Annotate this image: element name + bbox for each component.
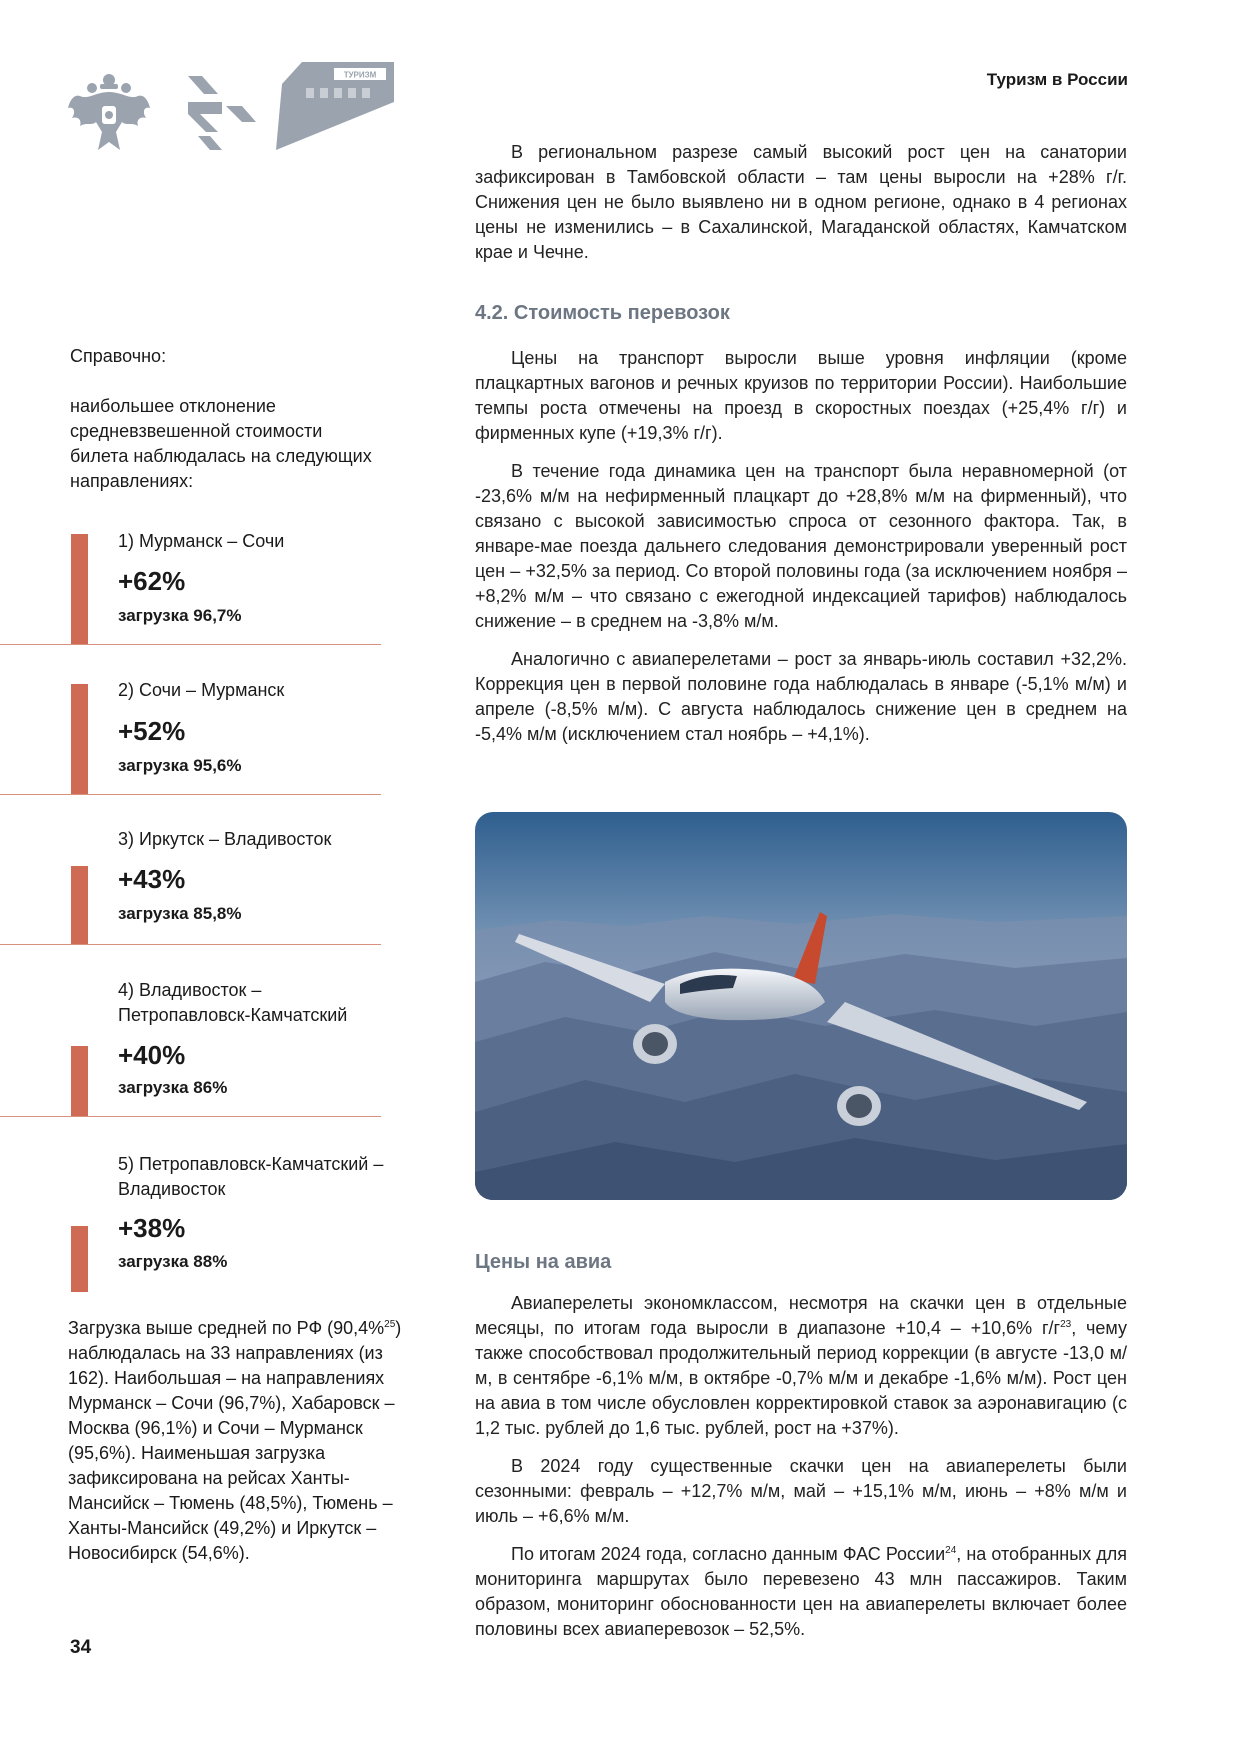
route-percent: +43% [118,864,186,894]
sidebar-load-note [68,1316,418,1566]
footnote-ref-23[interactable]: 23 [1060,1319,1072,1330]
route-accent-bar [71,1046,88,1116]
route-percent: +62% [118,566,186,596]
route-load: загрузка 85,8% [118,904,242,923]
route-percent: +52% [118,716,186,746]
route-load: загрузка 88% [118,1252,228,1271]
avia-p1-text-a: Авиаперелеты экономклассом, несмотря на скачки цен в отдельные месяцы, по итогам года выросли в диапазоне +10,4 – +10,6% г/г [475,1293,1127,1338]
load-note-text [68,1316,418,1566]
route-item-4 [0,944,381,1117]
route-load: загрузка 95,6% [118,756,242,775]
route-item-5 [0,1116,384,1292]
load-note-text-b: ) наблюдалась на 33 направлениях (из 162). Наибольшая – на направлениях Мурманск – Сочи (96,7%), Хабаровск – Москва (96,1%) и Сочи – Мурманск (95,6%). Наименьшая загрузка зафиксирована на рейсах Ханты-Мансийск – Тюмень (48,5%), Тюмень – Ханты-Мансийск (49,2%) и Иркутск – Новосибирск (54,6%). [68,1318,402,1563]
reference-label: Справочно: [70,346,167,366]
header-logos [66,62,396,157]
transport-section [475,302,1127,325]
transport-text [475,346,1127,760]
transport-paragraph-2: В течение года динамика цен на транспорт была неравномерной (от -23,6% м/м на нефирменный плацкарт до +28,8% м/м на фирменный), что связано с высокой зависимостью спроса от сезонного фактора. Так, в январе-мае поезда дальнего следования демонстрировали уверенный рост цен – +32,5% за период. Со второй половины года (за исключением ноября – +8,2% м/м – что связано с ежегодной индексацией тарифов) наблюдалось снижение – в среднем на -3,8% м/м. [475,461,1127,631]
footnote-ref-25[interactable]: 25 [384,1319,396,1330]
airplane-over-mountains-image [475,812,1127,1200]
sidebar-intro-text: наибольшее отклонение средневзвешенной стоимости билета наблюдалась на следующих направлениях: [70,396,372,491]
avia-p3-text-b: , на отобранных для мониторинга маршрутах было перевезено 43 млн пассажиров. Таким образом, мониторинг обоснованности цен на авиаперелеты включает более половины всех авиаперевозок – 52,5%. [475,1544,1128,1639]
transport-paragraph-3: Аналогично с авиаперелетами – рост за январь-июль составил +32,2%. Коррекция цен в первой половине года наблюдалась в январе (-5,1% м/м) и апреле (-8,5% м/м). С августа наблюдалось снижение цен в среднем на -5,4% м/м (исключением стал ноябрь – +4,1%). [475,649,1127,744]
route-item-3 [0,802,381,945]
section-heading: 4.2. Стоимость перевозок [475,302,730,324]
route-name: 3) Иркутск – Владивосток [118,829,332,849]
route-accent-bar [71,1226,88,1292]
avia-paragraph-2: В 2024 году существенные скачки цен на авиаперелеты были сезонными: февраль – +12,7% м/м, май – +15,1% м/м, июнь – +8% м/м и июль – +6,6% м/м. [475,1456,1127,1526]
load-note-text-a: Загрузка выше средней по РФ (90,4% [68,1318,385,1338]
sidebar-intro [70,344,410,494]
page-number: 34 [70,1637,92,1658]
route-item-1 [0,502,381,645]
route-percent: +40% [118,1040,186,1070]
avia-paragraph-3 [475,1542,1127,1642]
route-name: 5) Петропавловск-Камчатский – Владивосток [118,1154,384,1199]
footnote-ref-24[interactable]: 24 [945,1545,957,1556]
route-item-2 [0,652,381,795]
subsection-heading: Цены на авиа [475,1251,612,1273]
avia-section [475,1251,1127,1274]
intro-paragraph: В региональном разрезе самый высокий рост цен на санатории зафиксирован в Тамбовской области – там цены выросли на +28% г/г. Снижения цен не было выявлено ни в одном регионе, однако в 4 регионах цены не изменились – в Сахалинской, Магаданской областях, Камчатском крае и Чечне. [475,142,1127,262]
main-column-top [475,140,1127,278]
route-accent-bar [71,534,88,644]
avia-paragraph-1 [475,1291,1127,1441]
route-name: 1) Мурманск – Сочи [118,531,285,551]
route-load: загрузка 86% [118,1078,228,1097]
route-name: 2) Сочи – Мурманск [118,680,285,700]
avia-p1-text-b: , чему также способствовал продолжительный период коррекции (в августе -13,0 м/м, в сентябре -6,1% м/м, в октябре -0,7% м/м и декабре -1,6% м/м). Рост цен на авиа в том числе обусловлен корректировкой ставок за аэронавигацию (с 1,2 тыс. рублей до 1,6 тыс. рублей, рост на +37%). [475,1318,1127,1438]
avia-text [475,1291,1127,1655]
double-headed-eagle-emblem-icon [66,70,152,156]
route-accent-bar [71,684,88,794]
route-name: 4) Владивосток – Петропавловск-Камчатский [118,980,348,1025]
airplane-photo [475,812,1127,1200]
avia-p3-text-a: По итогам 2024 года, согласно данным ФАС России [511,1544,946,1564]
tourism-logo-text: ТУРИЗМ [343,70,377,80]
route-accent-bar [71,866,88,944]
brand-mark-icon [188,76,256,150]
tourism-logo-icon [276,62,396,150]
transport-paragraph-1: Цены на транспорт выросли выше уровня инфляции (кроме плацкартных вагонов и речных круизов по территории России). Наибольшие темпы роста отмечены на проезд в скоростных поездах (+25,4% г/г) и фирменных купе (+19,3% г/г). [475,348,1127,443]
route-percent: +38% [118,1213,186,1243]
running-title: Туризм в России [986,70,1128,89]
route-load: загрузка 96,7% [118,606,242,625]
